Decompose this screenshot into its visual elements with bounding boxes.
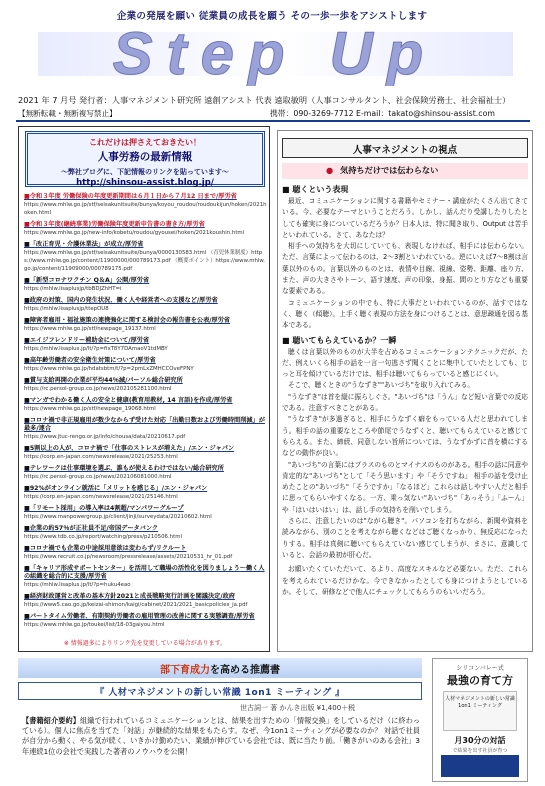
news-item-url[interactable]: https://www.mhlw.go.jp/stf/seisakunitsuite/bunya/0000130583.html （育児休業制度）https://www.mhlw.go.jp/content/11900000/000789173.pdf （概要ポイント）https://www.mhlw.go.jp/content/11909000/000789175.pdf: [24, 250, 265, 272]
news-item: [24, 357, 268, 373]
book-cover: [432, 658, 528, 782]
news-item: [24, 613, 268, 629]
news-item-title[interactable]: ■政府の対策、国内の発生状況、働く人や経営者への支援など/厚労省: [24, 297, 218, 304]
book-description: [22, 716, 420, 757]
news-item: [24, 485, 268, 501]
book-band-text: を高める推薦書: [210, 665, 280, 676]
sub-title: 気持ちだけでは伝わらない: [340, 165, 439, 175]
cover-title: 最強の育て方: [447, 674, 513, 687]
news-item-url[interactable]: https://www.jtuc-rengo.or.jp/info/chousa/data/20210617.pdf: [24, 434, 186, 440]
cover-price: 月30分の対話: [454, 736, 506, 745]
news-item-url[interactable]: https://mhlw.lisaplus.jp/lt/?p=huku4eao: [24, 582, 131, 588]
news-kicker: これだけは押さえておきたい！: [89, 138, 201, 147]
book-desc-tag: 【書籍紹介要約】: [22, 716, 80, 725]
cover-band: [441, 755, 519, 777]
cover-top: シリコンバレー式: [456, 665, 504, 672]
news-item: [24, 377, 268, 393]
news-item-title[interactable]: ■コロナ禍でも企業の中途採用意欲は変わらず/リクルート: [24, 545, 187, 552]
banner-text: Step Up: [112, 22, 438, 86]
copy-note: 【無断転載・無断複写禁止】: [18, 109, 117, 118]
news-item: [24, 445, 268, 461]
news-item-title[interactable]: ■「リモート採用」の導入率は4割超/マンパワーグループ: [24, 505, 184, 512]
news-item-url[interactable]: https://www.manpowergroup.jp/client/jinji/surveydata/20210602.html: [24, 514, 212, 520]
header-rule: [16, 120, 530, 122]
tagline: 企業の発展を願い 従業員の成長を願う その一歩一歩をアシストします: [116, 11, 428, 22]
news-item-url[interactable]: https://corp.en-japan.com/newsrelease/2021/25146.html: [24, 494, 178, 500]
cover-small: で結果を出す社員が育つ: [452, 748, 508, 754]
news-item-url[interactable]: https://www.mhlw.go.jp/hdatsbtm/t/?p=2pmLxZMHCCOveFPNY: [24, 366, 194, 372]
news-item-title[interactable]: ■「改正育児・介護休業法」が成立/厚労省: [24, 241, 144, 248]
news-item-url[interactable]: https://www.mhlw.go.jp/toukei/list/18-03gaiyou.html: [24, 622, 165, 628]
heading-feedback: ■ 聴いてもらえているか？一瞬: [282, 335, 397, 345]
news-item-title[interactable]: ■令和３年度 労働保険の年度更新期間は６月１日から７月12 日まで/厚労省: [24, 193, 237, 200]
news-item-url[interactable]: https://www.mhlw.go.jp/stf/newpage_19137.html: [24, 326, 156, 332]
news-item-title[interactable]: ■エイジフレンドリー補助金について/厚労省: [24, 337, 150, 344]
news-item-title[interactable]: ■経済財政運営と改革の基本方針2021と成長戦略実行計画を閣議決定/政府: [24, 593, 235, 600]
news-footnote: ※ 情報過多によりリンク先を変更している場合があります。: [63, 640, 227, 647]
paragraph: そこで、聴くときの"うなずき""あいづち"を取り入れてみる。: [288, 381, 475, 390]
news-item: [24, 221, 268, 237]
news-header: [25, 131, 265, 187]
news-item-title[interactable]: ■「キャリア形成サポートセンター」を活用して職場の活性化を図りましょう～働く人の組織を総合的に支援/厚労省: [24, 565, 265, 580]
news-item: [24, 593, 268, 609]
news-list: [24, 193, 268, 633]
section-title: 人事マネジメントの視点: [282, 138, 528, 158]
banner-logo: [38, 22, 513, 86]
news-item: [24, 565, 268, 589]
issue-line: 2021 年 7 月号 発行者：人事マネジメント研究所 遠創アシスト 代表 遠取敏明（人事コンサルタント、社会保険労務士、社会福祉士）: [18, 95, 511, 105]
news-item: [24, 525, 268, 541]
news-item: [24, 545, 268, 561]
blog-url-link[interactable]: http://shinsou-assist.blog.jp/: [76, 178, 214, 188]
paragraph: "あいづち"の言葉にはプラスのものとマイナスのものがある。相手の話に同意や肯定的な"あいづち"として「そう思います」や「そうですね」 相手の話を受け止めたことの"あいづち"「そうですか」「なるほど」これらは話しやすい人だと相手に思ってもらいやすくなる。一方、乗っ気ない"あいづち"「あっそう」「ふーん」や「はいはいはい」は、話し手の気持ちを削いでしまう。: [282, 460, 528, 514]
news-item-url[interactable]: https://www.tdb.co.jp/report/watching/press/p210506.html: [24, 534, 182, 540]
news-item: [24, 337, 268, 353]
issue-row: [18, 108, 528, 119]
news-item-url[interactable]: https://www.mhlw.go.jp/new-info/kobetu/roudou/gyousei/hoken/2021koushin.html: [24, 230, 245, 236]
news-item-url[interactable]: https://mhlw.lisaplus.jp/lt/?p=fixT8Y7DAmaoV1tdMBY: [24, 346, 168, 352]
news-item-title[interactable]: ■5割以上の人が、コロナ禍で「仕事のストレスが増えた」/エン・ジャパン: [24, 445, 235, 452]
sub-title-bar: [282, 163, 528, 179]
paragraph: お願いたくていただいて、るより、高度なスキルなど必要ない。ただ、これらを考えられているだけかな。今できなかったとしても身につけようとしているか。そして、研修などで他人にチェックしてもらうのもいいだろう。: [282, 565, 528, 596]
book-band-accent: 部下育成力: [160, 665, 210, 676]
news-item-url[interactable]: https://rc.persol-group.co.jp/news/202106081000.html: [24, 474, 172, 480]
news-title: 人事労務の最新情報: [97, 151, 193, 163]
news-item-url[interactable]: https://www.recruit.co.jp/newsroom/pressrelease/assets/20210531_hr_01.pdf: [24, 554, 233, 560]
news-item: [24, 505, 268, 521]
news-item-title[interactable]: ■賞与支給再開の企業が平均44％減/パーソル総合研究所: [24, 377, 183, 384]
article-body: [282, 184, 528, 598]
news-item-title[interactable]: ■「新型コロナワクチン Q＆A」公開/厚労省: [24, 277, 150, 284]
news-item-title[interactable]: ■マンガでわかる働く人の安全と健康(教育用教材, 14 言語)を作成/厚労省: [24, 397, 233, 404]
contact-info: 携帯：090-3269-7712 E-mail：takato@shinsou-assist.com: [270, 109, 495, 118]
book-title: 『 人材マネジメントの新しい常識 1on1 ミーティング 』: [18, 682, 422, 700]
news-item-url[interactable]: https://mhlw.lisaplusjp/tbBDJZhHT=i: [24, 286, 122, 292]
news-item-title[interactable]: ■92%がオンライン就活に「メリットを感じる」/エン・ジャパン: [24, 485, 208, 492]
news-column: [18, 126, 270, 652]
news-item: [24, 277, 268, 293]
cover-mid: 人材マネジメントの新しい常識 1on1 ミーティング: [443, 691, 517, 731]
paragraph: 相手への気持ちを大切にしていても、表現しなければ、相手には伝わらない。ただ、言葉によって伝わるのは、2〜3割といわれている。逆にいえば7〜8割は言葉以外のもの。言葉以外のものとは、表情や目線、視線、姿勢、距離、座り方、また、声の大きさやトーン、語す速度、声の印象、身振、間のとり方なども重要な要素である。: [282, 242, 528, 296]
paragraph: コミュニケーションの中でも、特に大事だといわれているのが、話すではなく、聴く（傾聴）。上手く聴く表現の方法を身につけることは、意思疎通を図る基本である。: [282, 298, 528, 330]
paragraph: "うなずき"が多過ぎると、相手にうなずく癖をもっている人だと思われてしまう。相手の話の重要なところや節尾でうなずくと、聴いてもらえていると感じてもらえる。また、締続、同意しない旨所については、うなずかずに首を横にするなどの動作が良い。: [282, 415, 528, 458]
news-item: [24, 317, 268, 333]
news-item: [24, 193, 268, 217]
news-item: [24, 465, 268, 481]
paragraph: さらに、注意したいのは"ながら聴き"。パソコンを打ちながら、新聞や資料を読みながら、別のことを考えながら聴くなどはご聴くなっかり、無反応になったりする。相手は真剣に聴いてもらえていない感じてしまうが、まさに、意識していると、会話の最初が肝心だ。: [282, 517, 528, 559]
news-item-url[interactable]: https://www.mhlw.go.jp/stf/seisakunitsuite/bunya/koyou_roudou/roudoukijun/hoken/2021hoken.html: [24, 202, 267, 216]
paragraph: "うなずき"は首を縦に振らしぐさ。"あいづち"は「うん」など短い言葉での反応である。注意すべきことがある。: [282, 392, 528, 413]
news-subtitle: ～弊社ブログに、下記情報のリンクを貼っています～: [61, 168, 229, 176]
bullet-icon: ●: [326, 165, 334, 175]
news-item-title[interactable]: ■コロナ禍で非正規雇用が数少なからず受けた対応「出勤日数および労働時間削減」が最多/連合: [24, 417, 265, 432]
news-item: [24, 417, 268, 441]
news-item-title[interactable]: ■企業の約57％が正社員不足/帝国データバンク: [24, 525, 159, 532]
news-item-url[interactable]: https://www.mhlw.go.jp/stf/newpage_19068.html: [24, 406, 156, 412]
news-item-url[interactable]: https://rc.persol-group.co.jp/news/202105281100.html: [24, 386, 172, 392]
news-item: [24, 397, 268, 413]
news-item-title[interactable]: ■テレワークは仕事環境を選ぶ、誰もが使えるわけではない/総合研究所: [24, 465, 224, 472]
news-item-title[interactable]: ■パートタイム労働者、有期契約労働者の雇用管理の改善に関する実態調査/厚労省: [24, 613, 255, 620]
news-item-title[interactable]: ■令和３年度(継続事業)労働保険年度更新申告書の書き方/厚労省: [24, 221, 205, 228]
book-author: 世古詞一 著 かんき出版 ¥1,400＋税: [240, 704, 356, 712]
news-item-url[interactable]: https://corp.en-japan.com/newsrelease/2021/25253.html: [24, 454, 178, 460]
paragraph: 聴くは言葉以外のものが大半を占めるコミュニケーションテクニックだが、ただ、例えいくら相手の話を一言一句逃さず聞くことに集中していたとしても、じっと耳を傾けているだけでは、相手は聴いてもらっていると感じにくい。: [282, 347, 528, 379]
paragraph: 最近、コミュニケーションに関する書籍やセミナー・講座がたくさん出てきている。今、必要なテーマということだろう。しかし、話んだり受講したりしたとしても確実に身についているだろうか？日本人は、特に聞き取り、Output は苦手といわれている。さて、あなたは？: [282, 197, 528, 239]
news-item: [24, 241, 268, 273]
news-item-url[interactable]: https://www5.cao.go.jp/keizai-shimon/kaigi/cabinet/2021/2021_basicpolicies_ja.pdf: [24, 602, 248, 608]
heading-listening: ■ 聴くという表現: [282, 185, 349, 194]
news-item: [24, 297, 268, 313]
news-item-title[interactable]: ■障害者雇用・福祉施策の連携強化に関する検討会の報告書を公表/厚労省: [24, 317, 231, 324]
news-item-url[interactable]: https://mhlw.lisaplusjp/ttepOU8: [24, 306, 109, 312]
book-band: [18, 658, 422, 678]
news-item-title[interactable]: ■高年齢労働者の安全衛生対策について/厚労省: [24, 357, 156, 364]
book-desc-text: 組織で行われているコミュニケーションとは、結果を出すための「情報交換」をしているだけ（に終わっている）。個人に焦点を当てた「対話」が継続的な結果をもたらす。なぜ、今1on1ミーティングが必要なのか？ 対話で社員が自分から動く、やる気が続く、いきかけ勤めたい、業績が伸びている会社では、既に当たり前。「働きがいのある会社」3年連続1位の会社で実践した著者のノウハウを公開！: [22, 716, 420, 756]
